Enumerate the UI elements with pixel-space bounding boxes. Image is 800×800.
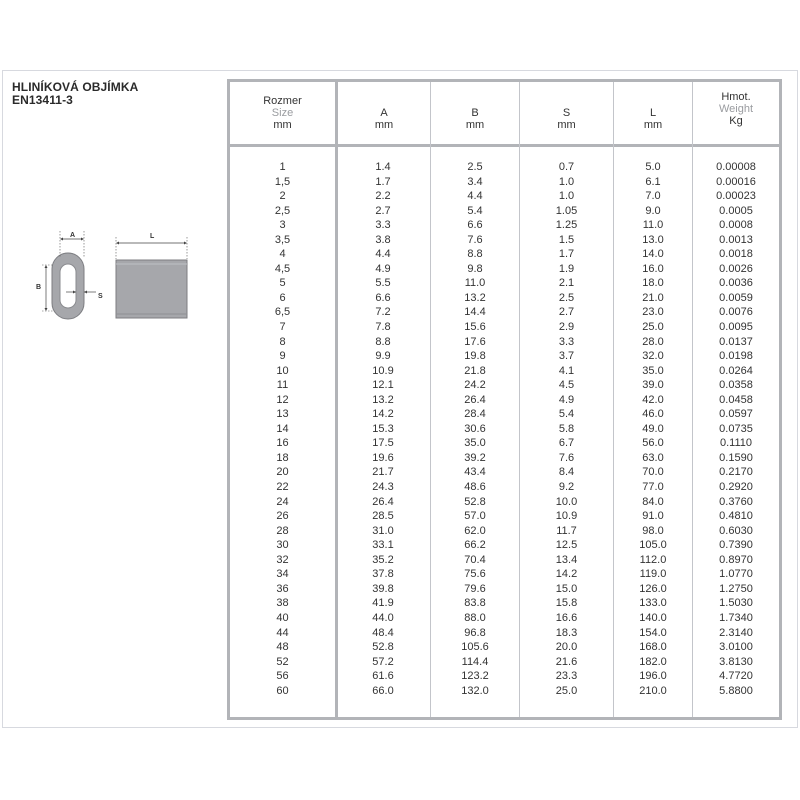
cell-l: 46.0: [642, 408, 664, 421]
cell-l: 133.0: [639, 597, 667, 610]
cell-weight: 2.3140: [719, 626, 753, 639]
table-row: [230, 247, 779, 262]
cell-s: 25.0: [555, 684, 578, 697]
cell-weight: 0.00023: [716, 190, 756, 203]
cell-a: 7.2: [375, 306, 391, 319]
cell-l: 16.0: [642, 262, 664, 275]
cell-a: 12.1: [372, 379, 394, 392]
cell-s: 8.4: [558, 466, 575, 479]
cell-weight: 0.0597: [719, 408, 753, 421]
header-weight: [693, 82, 779, 144]
cell-size: 36: [276, 582, 289, 595]
cell-size: 30: [276, 539, 289, 552]
cell-b: 52.8: [464, 495, 486, 508]
sleeve-drawing-svg: [36, 222, 206, 332]
cell-b: 6.6: [467, 219, 483, 232]
cell-a: 13.2: [372, 393, 394, 406]
cell-size: 3: [279, 219, 286, 232]
cell-s: 20.0: [555, 641, 578, 654]
table-row: [230, 378, 779, 393]
cell-size: 52: [276, 655, 289, 668]
cell-a: 5.5: [375, 277, 391, 290]
cell-weight: 1.7340: [719, 611, 753, 624]
cell-b: 88.0: [464, 611, 486, 624]
cell-size: 18: [276, 451, 289, 464]
table-row: [230, 204, 779, 219]
table-row: [230, 393, 779, 408]
cell-l: 63.0: [642, 451, 664, 464]
cell-s: 14.2: [555, 568, 578, 581]
cell-weight: 0.0018: [719, 248, 753, 261]
cell-l: 6.1: [645, 175, 661, 188]
product-title-line2: EN13411-3: [12, 93, 73, 107]
table-row: [230, 276, 779, 291]
cell-a: 35.2: [372, 553, 394, 566]
cell-s: 5.8: [558, 422, 575, 435]
table-row: [230, 611, 779, 626]
cell-b: 11.0: [464, 277, 486, 290]
table-row: [230, 684, 779, 699]
cell-l: 56.0: [642, 437, 664, 450]
cell-b: 57.0: [464, 510, 486, 523]
cell-s: 1.25: [555, 219, 578, 232]
cell-s: 10.0: [555, 495, 578, 508]
cell-b: 96.8: [464, 626, 486, 639]
cell-l: 77.0: [642, 481, 664, 494]
header-b-label: B: [471, 107, 479, 119]
cell-size: 1: [279, 161, 286, 173]
cell-b: 105.6: [461, 641, 489, 654]
cell-s: 5.4: [558, 408, 575, 421]
sleeve-front-inner: [60, 264, 76, 308]
cell-size: 9: [279, 350, 286, 363]
cell-s: 1.0: [558, 175, 575, 188]
cell-weight: 1.0770: [719, 568, 753, 581]
cell-weight: 0.0005: [719, 204, 753, 217]
table-row: [230, 407, 779, 422]
cell-b: 7.6: [467, 233, 483, 246]
table-row: [230, 655, 779, 670]
cell-a: 14.2: [372, 408, 394, 421]
cell-weight: 0.0137: [719, 335, 753, 348]
cell-size: 13: [276, 408, 289, 421]
cell-s: 13.4: [555, 553, 578, 566]
header-a-unit: mm: [374, 119, 394, 131]
cell-a: 4.9: [375, 262, 391, 275]
table-row: [230, 495, 779, 510]
cell-s: 1.5: [558, 233, 575, 246]
header-s-label: S: [562, 107, 571, 119]
cell-weight: 0.2920: [719, 481, 753, 494]
cell-l: 13.0: [642, 233, 664, 246]
table-row: [230, 320, 779, 335]
header-b-unit: mm: [465, 119, 485, 131]
cell-size: 8: [279, 335, 286, 348]
cell-size: 4: [279, 248, 286, 261]
cell-size: 38: [276, 597, 289, 610]
table-row: [230, 305, 779, 320]
product-title: [12, 81, 138, 107]
cell-s: 6.7: [558, 437, 575, 450]
cell-a: 52.8: [372, 641, 394, 654]
cell-size: 2: [279, 190, 286, 203]
header-weight-unit: Kg: [729, 115, 743, 127]
cell-b: 70.4: [464, 553, 486, 566]
cell-size: 5: [279, 277, 286, 290]
cell-b: 8.8: [467, 248, 483, 261]
cell-b: 66.2: [464, 539, 486, 552]
cell-b: 30.6: [464, 422, 486, 435]
cell-l: 9.0: [645, 204, 661, 217]
cell-a: 57.2: [372, 655, 394, 668]
cell-weight: 0.0059: [719, 291, 753, 304]
cell-a: 44.0: [372, 611, 394, 624]
cell-l: 168.0: [639, 641, 667, 654]
cell-b: 3.4: [467, 175, 483, 188]
table-row: [230, 538, 779, 553]
table-body: [230, 160, 779, 698]
cell-s: 2.1: [558, 277, 575, 290]
table-row: [230, 596, 779, 611]
cell-l: 182.0: [639, 655, 667, 668]
header-l-label: L: [649, 107, 657, 119]
cell-l: 84.0: [642, 495, 664, 508]
cell-weight: 3.0100: [719, 641, 753, 654]
cell-a: 21.7: [372, 466, 394, 479]
header-b: [431, 82, 519, 144]
cell-weight: 0.0008: [719, 219, 753, 232]
cell-size: 40: [276, 611, 289, 624]
cell-size: 28: [276, 524, 289, 537]
cell-s: 2.5: [558, 291, 575, 304]
header-weight-sublabel: Weight: [718, 103, 754, 115]
cell-size: 20: [276, 466, 289, 479]
cell-s: 2.9: [558, 321, 575, 334]
cell-a: 26.4: [372, 495, 394, 508]
cell-weight: 0.0358: [719, 379, 753, 392]
table-row: [230, 233, 779, 248]
cell-weight: 0.7390: [719, 539, 753, 552]
cell-weight: 0.0735: [719, 422, 753, 435]
cell-s: 3.3: [558, 335, 575, 348]
header-size-label: Rozmer: [263, 95, 302, 107]
cell-l: 7.0: [645, 190, 661, 203]
cell-l: 119.0: [639, 568, 667, 581]
cell-b: 39.2: [464, 451, 486, 464]
cell-b: 5.4: [467, 204, 483, 217]
table-row: [230, 509, 779, 524]
table-row: [230, 451, 779, 466]
cell-weight: 0.0198: [719, 350, 753, 363]
cell-weight: 1.5030: [719, 597, 753, 610]
table-row: [230, 364, 779, 379]
dimension-table: [227, 79, 782, 720]
cell-weight: 0.6030: [719, 524, 753, 537]
cell-b: 26.4: [464, 393, 486, 406]
cell-weight: 1.2750: [719, 582, 753, 595]
table-header: [230, 82, 779, 147]
cell-weight: 0.0026: [719, 262, 753, 275]
cell-size: 12: [276, 393, 289, 406]
cell-s: 4.1: [558, 364, 575, 377]
cell-a: 66.0: [372, 684, 394, 697]
cell-b: 43.4: [464, 466, 486, 479]
cell-b: 4.4: [467, 190, 483, 203]
table-row: [230, 189, 779, 204]
cell-s: 1.0: [558, 190, 575, 203]
cell-s: 1.05: [555, 204, 578, 217]
cell-b: 48.6: [464, 481, 486, 494]
cell-size: 24: [276, 495, 289, 508]
cell-l: 32.0: [642, 350, 664, 363]
cell-size: 34: [276, 568, 289, 581]
cell-b: 123.2: [461, 670, 489, 683]
cell-b: 79.6: [464, 582, 486, 595]
table-row: [230, 349, 779, 364]
cell-l: 39.0: [642, 379, 664, 392]
cell-a: 19.6: [372, 451, 394, 464]
header-weight-label: Hmot.: [721, 91, 751, 103]
cell-l: 49.0: [642, 422, 664, 435]
cell-a: 28.5: [372, 510, 394, 523]
cell-a: 8.8: [375, 335, 391, 348]
cell-b: 24.2: [464, 379, 486, 392]
cell-weight: 0.0095: [719, 321, 753, 334]
table-row: [230, 175, 779, 190]
cell-a: 6.6: [375, 291, 391, 304]
cell-a: 3.8: [375, 233, 391, 246]
cell-s: 1.9: [558, 262, 575, 275]
cell-weight: 0.00008: [716, 161, 756, 173]
cell-b: 62.0: [464, 524, 486, 537]
dimension-b-label: B: [36, 284, 42, 291]
cell-size: 1,5: [274, 175, 291, 188]
cell-weight: 0.1590: [719, 451, 753, 464]
cell-s: 2.7: [558, 306, 575, 319]
cell-size: 7: [279, 321, 286, 334]
cell-l: 23.0: [642, 306, 664, 319]
header-s: [520, 82, 613, 144]
cell-s: 4.5: [558, 379, 575, 392]
cell-l: 42.0: [642, 393, 664, 406]
cell-b: 17.6: [464, 335, 486, 348]
cell-b: 14.4: [464, 306, 486, 319]
cell-weight: 0.0036: [719, 277, 753, 290]
header-l: [614, 82, 692, 144]
header-l-unit: mm: [643, 119, 663, 131]
cell-b: 13.2: [464, 291, 486, 304]
table-row: [230, 582, 779, 597]
cell-b: 21.8: [464, 364, 486, 377]
cell-l: 28.0: [642, 335, 664, 348]
cell-l: 154.0: [639, 626, 667, 639]
cell-b: 15.6: [464, 321, 486, 334]
cell-a: 61.6: [372, 670, 394, 683]
cell-s: 3.7: [558, 350, 575, 363]
cell-b: 28.4: [464, 408, 486, 421]
cell-size: 4,5: [274, 262, 291, 275]
cell-weight: 0.0458: [719, 393, 753, 406]
cell-a: 39.8: [372, 582, 394, 595]
cell-weight: 0.2170: [719, 466, 753, 479]
cell-s: 15.8: [555, 597, 578, 610]
table-row: [230, 626, 779, 641]
cell-l: 14.0: [642, 248, 664, 261]
cell-size: 22: [276, 481, 289, 494]
cell-size: 56: [276, 670, 289, 683]
cell-b: 9.8: [467, 262, 483, 275]
table-row: [230, 218, 779, 233]
cell-s: 16.6: [555, 611, 578, 624]
cell-weight: 0.8970: [719, 553, 753, 566]
cell-l: 35.0: [642, 364, 664, 377]
cell-b: 35.0: [464, 437, 486, 450]
header-size-unit: mm: [273, 119, 292, 131]
header-s-unit: mm: [557, 119, 576, 131]
cell-a: 37.8: [372, 568, 394, 581]
cell-size: 6,5: [274, 306, 291, 319]
cell-a: 41.9: [372, 597, 394, 610]
cell-a: 7.8: [375, 321, 391, 334]
table-row: [230, 335, 779, 350]
header-size: [230, 82, 335, 144]
cell-b: 114.4: [461, 655, 489, 668]
cell-size: 32: [276, 553, 289, 566]
dimension-l-label: L: [150, 233, 155, 240]
cell-l: 98.0: [642, 524, 664, 537]
table-row: [230, 567, 779, 582]
cell-a: 2.7: [375, 204, 391, 217]
header-a-label: A: [380, 107, 388, 119]
cell-weight: 0.00016: [716, 175, 756, 188]
cell-size: 10: [276, 364, 289, 377]
cell-l: 112.0: [639, 553, 667, 566]
cell-l: 105.0: [639, 539, 667, 552]
cell-l: 18.0: [642, 277, 664, 290]
cell-weight: 0.1110: [719, 437, 752, 450]
table-row: [230, 553, 779, 568]
cell-weight: 0.4810: [719, 510, 753, 523]
cell-s: 10.9: [555, 510, 578, 523]
cell-l: 140.0: [639, 611, 667, 624]
cell-l: 126.0: [639, 582, 667, 595]
cell-a: 2.2: [375, 190, 391, 203]
cell-a: 24.3: [372, 481, 394, 494]
header-a: [338, 82, 430, 144]
cell-a: 31.0: [372, 524, 394, 537]
cell-b: 19.8: [464, 350, 486, 363]
cell-weight: 4.7720: [719, 670, 753, 683]
cell-a: 1.7: [375, 175, 391, 188]
cell-weight: 5.8800: [719, 684, 753, 697]
cell-l: 196.0: [639, 670, 667, 683]
table-row: [230, 669, 779, 684]
cell-s: 9.2: [558, 481, 575, 494]
cell-a: 4.4: [375, 248, 391, 261]
cell-s: 21.6: [555, 655, 578, 668]
cell-size: 26: [276, 510, 289, 523]
cell-a: 1.4: [375, 161, 391, 173]
cell-l: 25.0: [642, 321, 664, 334]
dimension-a-label: A: [70, 232, 76, 239]
cell-a: 33.1: [372, 539, 394, 552]
cell-b: 132.0: [461, 684, 489, 697]
product-title-line1: HLINÍKOVÁ OBJÍMKA: [12, 80, 139, 94]
cell-size: 14: [276, 422, 289, 435]
table-row: [230, 465, 779, 480]
cell-s: 15.0: [555, 582, 578, 595]
dimension-s-label: S: [98, 293, 103, 300]
cell-size: 44: [276, 626, 289, 639]
cell-s: 23.3: [555, 670, 578, 683]
cell-size: 60: [276, 684, 289, 697]
cell-a: 9.9: [375, 350, 391, 363]
cell-a: 15.3: [372, 422, 394, 435]
table-row: [230, 160, 779, 175]
cell-l: 11.0: [642, 219, 664, 232]
cell-weight: 0.0264: [719, 364, 753, 377]
cell-a: 3.3: [375, 219, 391, 232]
cell-weight: 0.3760: [719, 495, 753, 508]
cell-weight: 3.8130: [719, 655, 753, 668]
cell-size: 11: [276, 379, 289, 392]
cell-b: 83.8: [464, 597, 486, 610]
table-row: [230, 480, 779, 495]
cell-l: 70.0: [642, 466, 664, 479]
cell-a: 48.4: [372, 626, 394, 639]
cell-s: 0.7: [558, 161, 575, 173]
cell-a: 10.9: [372, 364, 394, 377]
cell-l: 210.0: [639, 684, 667, 697]
cell-b: 75.6: [464, 568, 486, 581]
cell-weight: 0.0076: [719, 306, 753, 319]
cell-size: 6: [279, 291, 286, 304]
cell-size: 16: [276, 437, 289, 450]
cell-a: 17.5: [372, 437, 394, 450]
cell-s: 4.9: [558, 393, 575, 406]
table-row: [230, 422, 779, 437]
header-size-sublabel: Size: [271, 107, 294, 119]
cell-s: 12.5: [555, 539, 578, 552]
cell-s: 18.3: [555, 626, 578, 639]
cell-l: 91.0: [642, 510, 664, 523]
cell-size: 2,5: [274, 204, 291, 217]
cell-l: 21.0: [642, 291, 664, 304]
cell-l: 5.0: [645, 161, 661, 173]
cell-weight: 0.0013: [719, 233, 753, 246]
table-row: [230, 524, 779, 539]
cell-s: 11.7: [556, 524, 577, 537]
cell-size: 48: [276, 641, 289, 654]
cell-s: 1.7: [558, 248, 575, 261]
table-row: [230, 640, 779, 655]
cell-size: 3,5: [274, 233, 291, 246]
sleeve-dimension-drawing: [36, 222, 206, 332]
table-row: [230, 436, 779, 451]
cell-s: 7.6: [558, 451, 575, 464]
table-row: [230, 262, 779, 277]
cell-b: 2.5: [467, 161, 483, 173]
sleeve-side-view: [116, 260, 187, 318]
table-row: [230, 291, 779, 306]
